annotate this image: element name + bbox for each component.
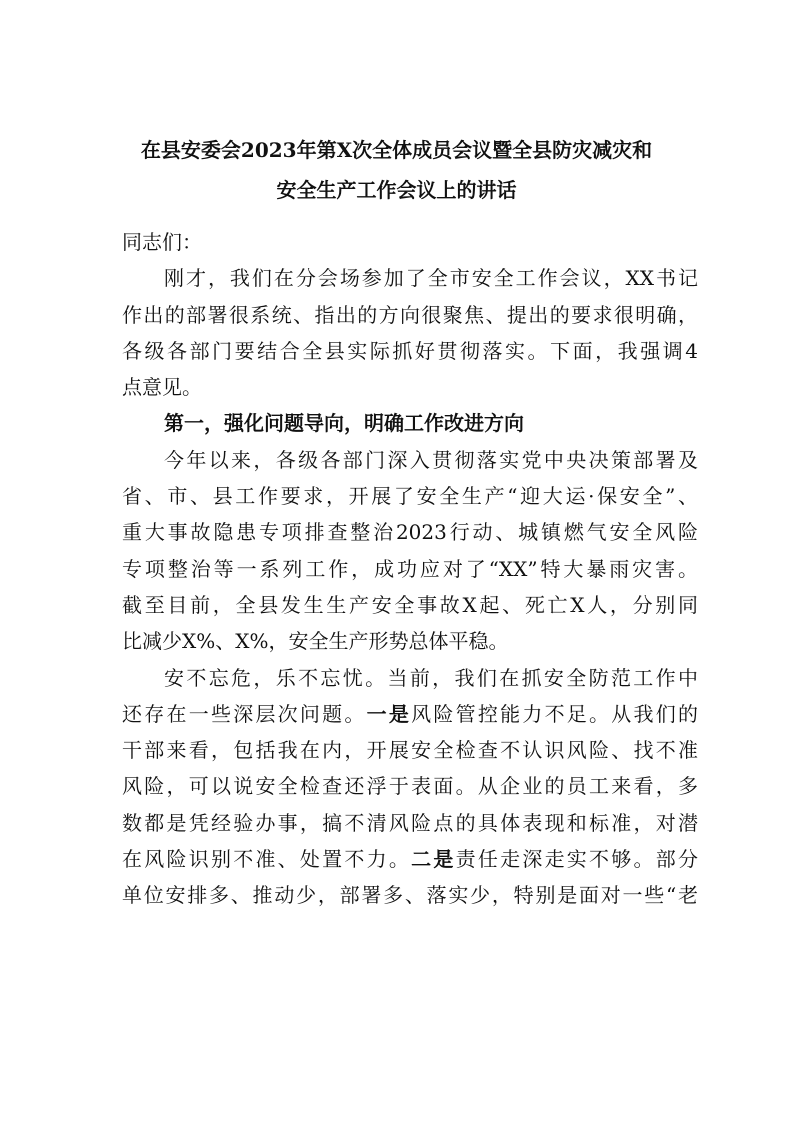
salutation: 同志们： — [122, 230, 202, 254]
text: 风险管控能力不足。从我们的 — [411, 701, 699, 726]
paragraph-line — [122, 696, 698, 732]
paragraph-line: 安不忘危，乐不忘忧。当前，我们在抓安全防范工作中 — [164, 665, 698, 690]
bold-marker: 一是 — [366, 701, 412, 726]
paragraph-line — [122, 841, 698, 877]
text: 在风险识别不准、处置不力。 — [122, 847, 412, 872]
text: 责任走深走实不够。部分 — [455, 847, 699, 872]
paragraph-line: 单位安排多、推动少，部署多、落实少，特别是面对一些“老 — [122, 883, 698, 908]
paragraph-line: 省、市、县工作要求，开展了安全生产“迎大运·保安全”、 — [122, 484, 698, 509]
document-title-line-2: 安全生产工作会议上的讲话 — [276, 178, 517, 202]
section-heading: 第一，强化问题导向，明确工作改进方向 — [164, 411, 524, 436]
paragraph-line: 专项整治等一系列工作，成功应对了“XX”特大暴雨灾害。 — [122, 556, 698, 581]
paragraph-line: 刚才，我们在分会场参加了全市安全工作会议，XX书记 — [164, 266, 698, 291]
paragraph-line: 数都是凭经验办事，搞不清风险点的具体表现和标准，对潜 — [122, 810, 698, 835]
document-body — [122, 224, 698, 914]
paragraph-line: 重大事故隐患专项排查整治2023行动、城镇燃气安全风险 — [122, 520, 698, 545]
paragraph-line: 风险，可以说安全检查还浮于表面。从企业的员工来看，多 — [122, 774, 698, 799]
paragraph-line: 干部来看，包括我在内，开展安全检查不认识风险、找不准 — [122, 738, 698, 763]
paragraph-line: 点意见。 — [122, 375, 202, 400]
text: 还存在一些深层次问题。 — [122, 701, 367, 726]
document-title-line-1: 在县安委会2023年第X次全体成员会议暨全县防灾减灾和 — [140, 138, 653, 162]
paragraph-line: 作出的部署很系统、指出的方向很聚焦、提出的要求很明确， — [122, 302, 698, 327]
paragraph-line: 比减少X%、X%，安全生产形势总体平稳。 — [122, 629, 509, 654]
paragraph-line: 截至目前，全县发生生产安全事故X起、死亡X人，分别同 — [122, 592, 698, 617]
paragraph-line: 今年以来，各级各部门深入贯彻落实党中央决策部署及 — [164, 447, 698, 472]
paragraph-line: 各级各部门要结合全县实际抓好贯彻落实。下面，我强调4 — [122, 338, 698, 363]
bold-marker: 二是 — [411, 847, 456, 872]
